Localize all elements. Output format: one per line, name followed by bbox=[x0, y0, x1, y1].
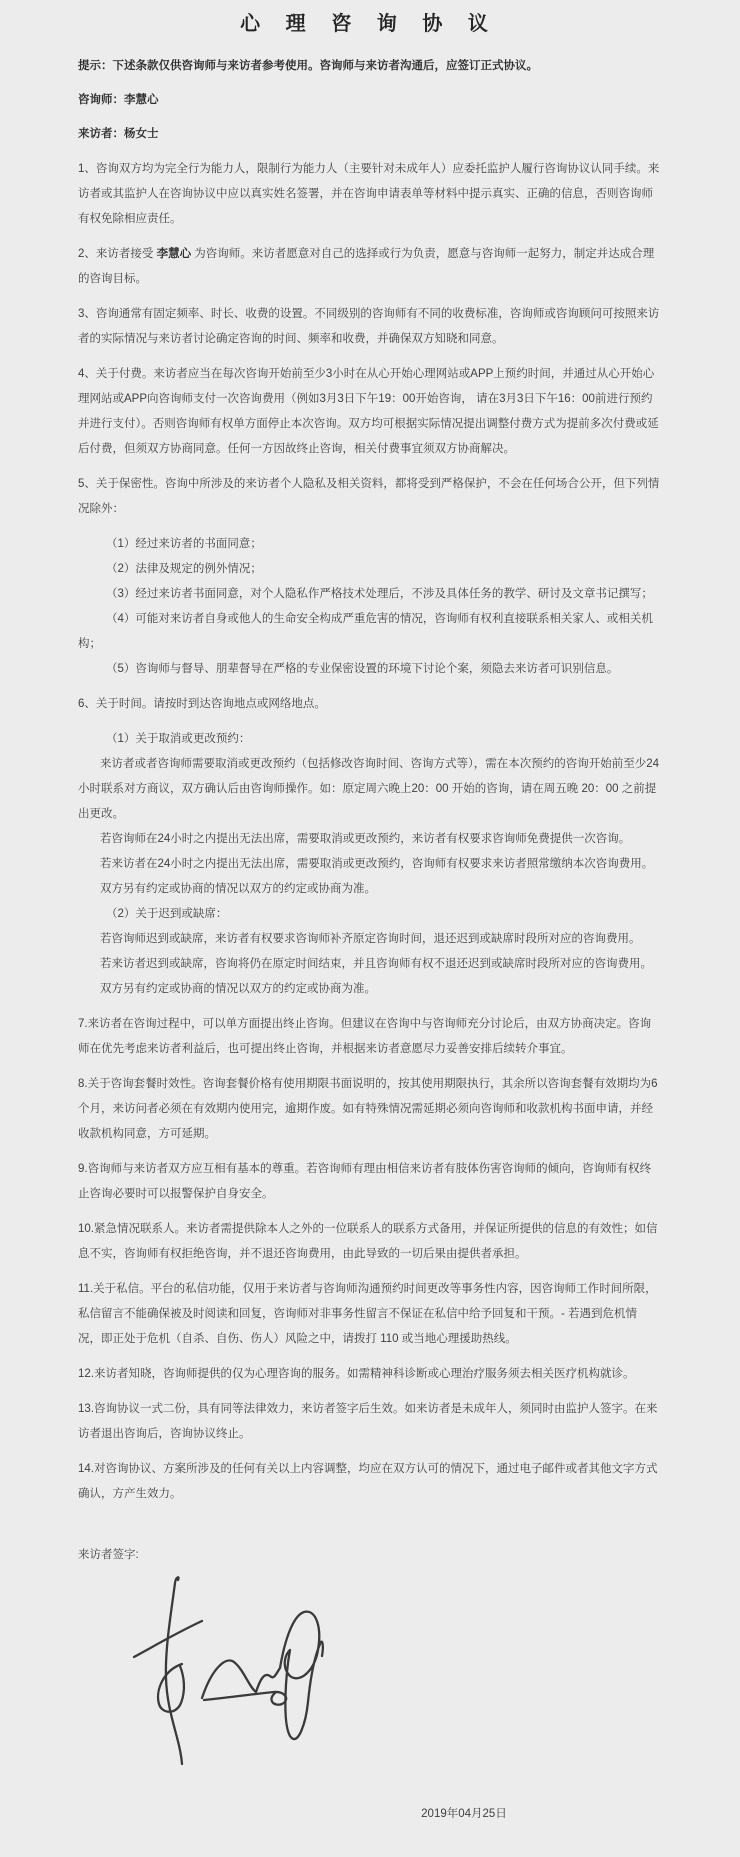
counselor-row bbox=[78, 88, 660, 113]
clause-paragraph: 9.咨询师与来访者双方应互相有基本的尊重。若咨询师有理由相信来访者有肢体伤害咨询师的倾向，咨询师有权终止咨询必要时可以报警保护自身安全。 bbox=[78, 1163, 652, 1200]
clause-paragraph: 若咨询师在24小时之内提出无法出席，需要取消或更改预约，来访者有权要求咨询师免费提供一次咨询。 bbox=[100, 833, 631, 845]
clause-paragraph: 11.关于私信。平台的私信功能，仅用于来访者与咨询师沟通预约时间更改等事务性内容，因咨询师工作时间所限，私信留言不能确保被及时阅读和回复，咨询师对非事务性留言不保证在私信中给予回复和干预。- 若遇到危机情况，即正处于危机（自杀、自伤、伤人）风险之中，请拨打 110 或当地心理援助热线。 bbox=[78, 1283, 657, 1345]
clause-paragraph: 3、咨询通常有固定频率、时长、收费的设置。不同级别的咨询师有不同的收费标准，咨询师或咨询顾问可按照来访者的实际情况与来访者讨论确定咨询的时间、频率和收费，并确保双方知晓和同意。 bbox=[78, 308, 660, 345]
clause-paragraph: 13.咨询协议一式二份，具有同等法律效力，来访者签字后生效。如来访者是未成年人，须同时由监护人签字。在来访者退出咨询后，咨询协议终止。 bbox=[78, 1403, 658, 1440]
visitor-label: 来访者： bbox=[78, 128, 124, 140]
clause-paragraph: 14.对咨询协议、方案所涉及的任何有关以上内容调整，均应在双方认可的情况下，通过电子邮件或者其他文字方式确认，方产生效力。 bbox=[78, 1463, 658, 1500]
clause-paragraph: 若来访者在24小时之内提出无法出席，需要取消或更改预约，咨询师有权要求来访者照常缴纳本次咨询费用。 bbox=[100, 858, 654, 870]
notice-text: 提示：下述条款仅供咨询师与来访者参考使用。咨询师与来访者沟通后，应签订正式协议。 bbox=[78, 60, 538, 72]
clause-paragraph: 12.来访者知晓，咨询师提供的仅为心理咨询的服务。如需精神科诊断或心理治疗服务须去相关医疗机构就诊。 bbox=[78, 1368, 635, 1380]
clause-paragraph: （5）咨询师与督导、朋辈督导在严格的专业保密设置的环境下讨论个案，须隐去来访者可识别信息。 bbox=[106, 663, 619, 675]
clause-paragraph: 双方另有约定或协商的情况以双方的约定或协商为准。 bbox=[100, 983, 376, 995]
clause-paragraph: 8.关于咨询套餐时效性。咨询套餐价格有使用期限书面说明的，按其使用期限执行，其余所以咨询套餐有效期均为6个月，来访问者必须在有效期内使用完，逾期作废。如有特殊情况需延期必须向咨询师和收款机构书面申请，并经收款机构同意，方可延期。 bbox=[78, 1078, 658, 1140]
signature-area bbox=[94, 1572, 660, 1772]
signature-label: 来访者签字: bbox=[78, 1549, 139, 1561]
counselor-label: 咨询师： bbox=[78, 94, 124, 106]
clause-paragraph: （2）法律及规定的例外情况； bbox=[106, 563, 262, 575]
clauses-container bbox=[78, 157, 660, 1507]
clause-paragraph: 若来访者迟到或缺席，咨询将仍在原定时间结束，并且咨询师有权不退还迟到或缺席时段所对应的咨询费用。 bbox=[100, 958, 652, 970]
page-title: 心 理 咨 询 协 议 bbox=[240, 13, 498, 35]
clause-paragraph: （2）关于迟到或缺席： bbox=[106, 908, 228, 920]
visitor-name: 杨女士 bbox=[124, 128, 159, 140]
clause-paragraph: 2、来访者接受 李慧心 为咨询师。来访者愿意对自己的选择或行为负责，愿意与咨询师一起努力，制定并达成合理的咨询目标。 bbox=[78, 248, 655, 285]
agreement-date: 2019年04月25日 bbox=[421, 1808, 507, 1820]
clause-paragraph: （4）可能对来访者自身或他人的生命安全构成严重危害的情况，咨询师有权利直接联系相关家人、或相关机构； bbox=[78, 613, 653, 650]
clause-paragraph: 10.紧急情况联系人。来访者需提供除本人之外的一位联系人的联系方式备用，并保证所提供的信息的有效性；如信息不实，咨询师有权拒绝咨询，并不退还咨询费用，由此导致的一切后果由提供者承担。 bbox=[78, 1223, 658, 1260]
clause-paragraph: （1）经过来访者的书面同意； bbox=[106, 538, 262, 550]
visitor-signature bbox=[94, 1572, 334, 1772]
clause-paragraph: 5、关于保密性。咨询中所涉及的来访者个人隐私及相关资料，都将受到严格保护，不会在任何场合公开，但下列情况除外： bbox=[78, 478, 660, 515]
clause-paragraph: 4、关于付费。来访者应当在每次咨询开始前至少3小时在从心开始心理网站或APP上预约时间，并通过从心开始心理网站或APP向咨询师支付一次咨询费用（例如3月3日下午19：00开始咨询， 请在3月3日下午16：00前进行预约并进行支付）。否则咨询师有权单方面停止本次咨询。双方均可根据实际情况提出调整付费方式为提前多次付费或延后付费，但须双方协商同意。任何一方因故终止咨询，相关付费事宜须双方协商解决。 bbox=[78, 368, 659, 455]
clause-paragraph: 1、咨询双方均为完全行为能力人，限制行为能力人（主要针对未成年人）应委托监护人履行咨询协议认同手续。来访者或其监护人在咨询协议中应以真实姓名签署，并在咨询申请表单等材料中提示真实、正确的信息，否则咨询师有权免除相应责任。 bbox=[78, 163, 660, 225]
clause-paragraph: （1）关于取消或更改预约： bbox=[106, 733, 251, 745]
clause-paragraph: （3）经过来访者书面同意，对个人隐私作严格技术处理后，不涉及具体任务的教学、研讨及文章书记撰写； bbox=[106, 588, 653, 600]
clause-paragraph: 双方另有约定或协商的情况以双方的约定或协商为准。 bbox=[100, 883, 376, 895]
counselor-name: 李慧心 bbox=[124, 94, 159, 106]
clause-paragraph: 6、关于时间。请按时到达咨询地点或网络地点。 bbox=[78, 698, 326, 710]
clause-paragraph: 若咨询师迟到或缺席，来访者有权要求咨询师补齐原定咨询时间，退还迟到或缺席时段所对应的咨询费用。 bbox=[100, 933, 641, 945]
visitor-row bbox=[78, 122, 660, 147]
clause-paragraph: 7.来访者在咨询过程中，可以单方面提出终止咨询。但建议在咨询中与咨询师充分讨论后，由双方协商决定。咨询师在优先考虑来访者利益后，也可提出终止咨询，并根据来访者意愿尽力妥善安排后续转介事宜。 bbox=[78, 1018, 652, 1055]
clause-paragraph: 来访者或者咨询师需要取消或更改预约（包括修改咨询时间、咨询方式等），需在本次预约的咨询开始前至少24小时联系对方商议，双方确认后由咨询师操作。如：原定周六晚上20：00 开始的咨询，请在周五晚 20：00 之前提出更改。 bbox=[78, 758, 660, 820]
